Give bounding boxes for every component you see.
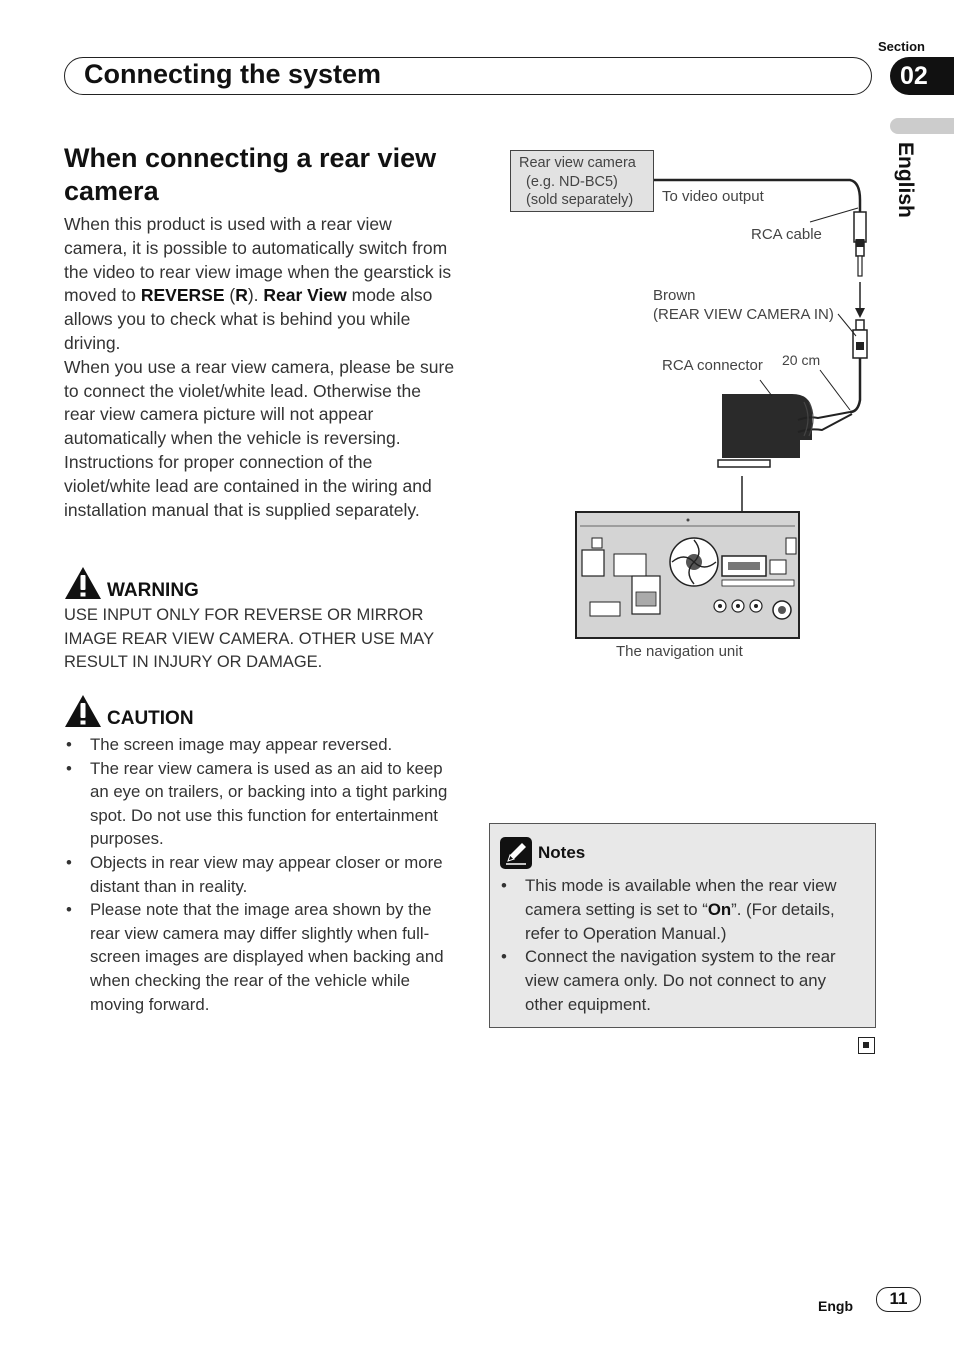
paragraph-3: Instructions for proper connection of the violet/white lead are contained in the wiring and installation manual that is supplied separately. [64,451,432,520]
camera-label-line1: Rear view camera [519,155,636,171]
pencil-icon [500,837,532,869]
wiring-diagram-graphic [500,140,880,670]
note1-text-b: ”. (For details, refer to Operation Manual.) [525,899,835,943]
end-of-section-icon [858,1037,875,1054]
rear-view-term: Rear View [263,285,347,306]
wiring-diagram [500,140,880,670]
rca-cable-label: RCA cable [751,226,822,243]
language-code: Engb [818,1298,853,1314]
warning-triangle-icon [64,566,102,600]
para1-text-a: When this product is used with a rear view camera, it is possible to automatically switch from the video to rear view image when the gearstick is moved to [64,214,452,306]
notes-title: Notes [538,843,586,862]
intro-text [64,213,456,522]
list-item: • Connect the navigation system to the rear view camera only. Do not connect to any other equipment. [499,945,859,1016]
notes-list [499,874,859,1017]
list-item: • The rear view camera is used as an aid to keep an eye on trailers, or backing into a tight parking spot. Do not use this function for entertainment purposes. [64,757,456,851]
caution-triangle-icon [64,694,102,728]
section-number-badge: 02 [890,57,954,95]
warning-heading [64,566,199,601]
language-label: English [894,142,917,218]
paragraph-2: When you use a rear view camera, please be sure to connect the violet/white lead. Otherwise the rear view camera picture will not appear automatically when the vehicle is reversing. [64,356,455,449]
reverse-term: REVERSE [140,285,225,306]
paragraph-1 [64,213,456,356]
section-label: Section [878,39,925,54]
r-term: R [235,285,248,306]
page-number: 11 [876,1287,921,1312]
warning-text: USE INPUT ONLY FOR REVERSE OR MIRROR IMAGE REAR VIEW CAMERA. OTHER USE MAY RESULT IN INJURY OR DAMAGE. [64,606,434,672]
chapter-title: Connecting the system [84,59,382,89]
camera-label-line2: (e.g. ND-BC5) [526,173,618,190]
caution-list [64,733,456,1016]
rear-view-camera-in-label: (REAR VIEW CAMERA IN) [653,306,834,323]
para1-paren-close: ). [247,285,264,306]
note1-text-a: This mode is available when the rear view camera setting is set to “ [525,876,837,919]
list-item [499,874,859,945]
camera-label-box [510,150,654,212]
navigation-unit-label: The navigation unit [616,643,743,660]
length-label: 20 cm [782,352,821,368]
rca-connector-label: RCA connector [662,357,763,374]
para1-text-b: mode also allows you to check what is behind you while driving. [64,285,433,353]
warning-title: WARNING [107,580,199,601]
caution-heading [64,694,194,729]
language-tab [890,118,954,134]
page-title: When connecting a rear view camera [64,143,437,206]
camera-label-line3: (sold separately) [526,192,634,208]
list-item: • The screen image may appear reversed. [64,733,456,757]
on-term: On [707,899,732,919]
para1-paren-open: ( [224,285,236,306]
list-item: • Please note that the image area shown by the rear view camera may differ slightly when full-screen images are displayed when backing and when checking the rear of the vehicle while moving forward. [64,898,456,1016]
to-video-output-label: To video output [662,188,764,205]
caution-title: CAUTION [107,708,194,729]
list-item: • Objects in rear view may appear closer or more distant than in reality. [64,851,456,898]
brown-label: Brown [653,287,696,304]
